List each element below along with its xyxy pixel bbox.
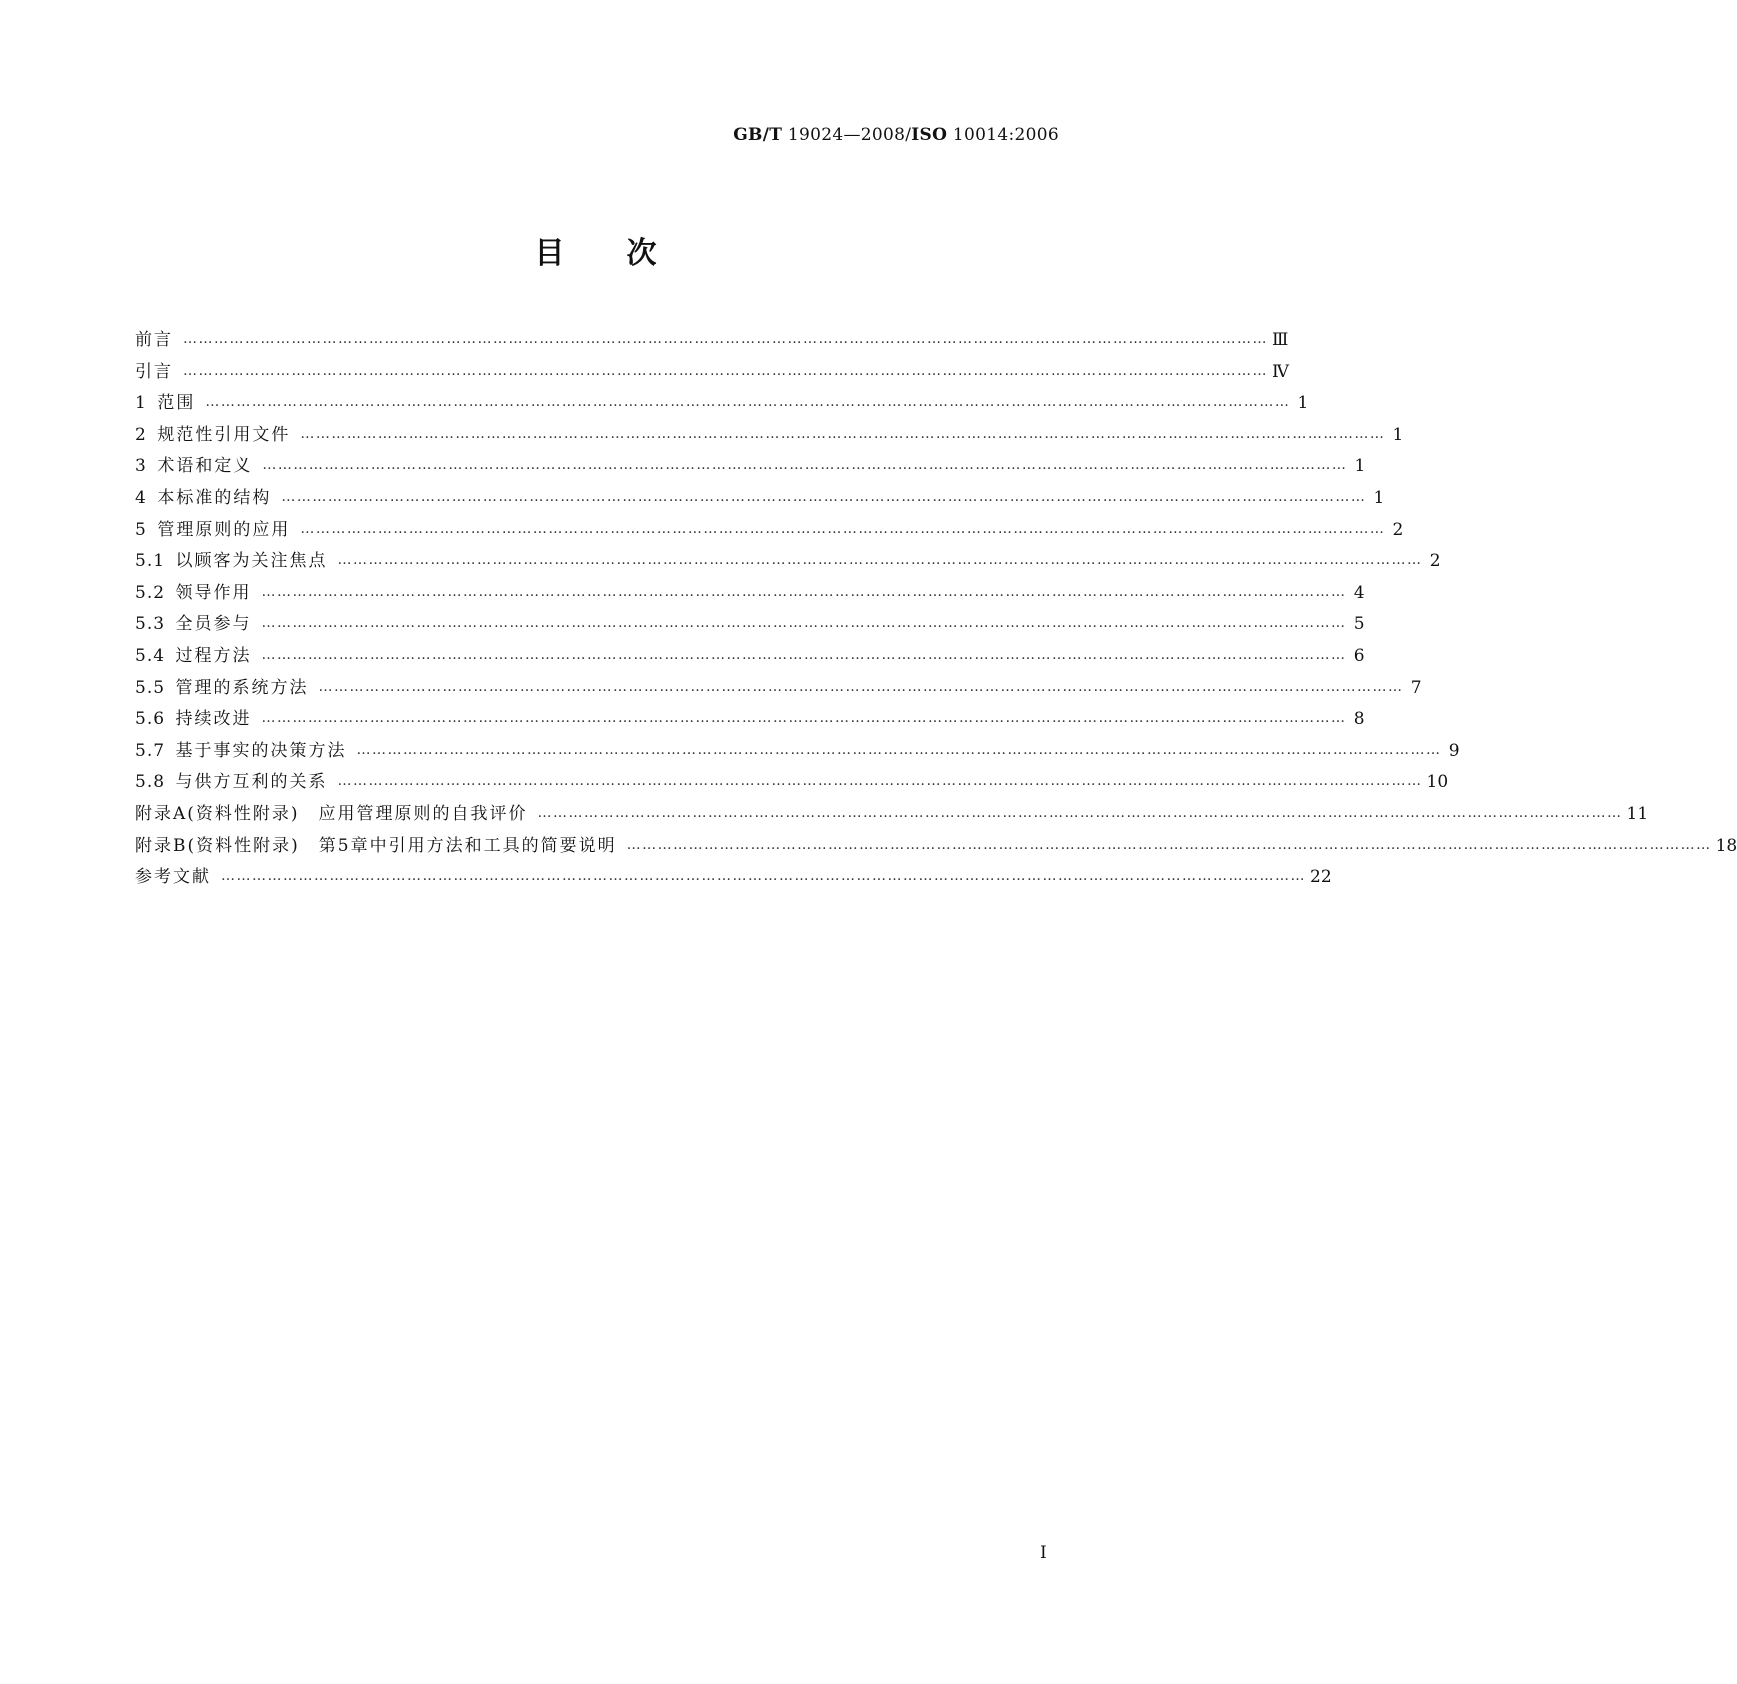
- toc-entry-title: 领导作用: [175, 582, 252, 603]
- toc-entry-label: [135, 388, 195, 413]
- toc-entry[interactable]: [135, 831, 1737, 863]
- toc-entry-number: 3: [135, 456, 147, 477]
- toc-entry-page: 22: [1310, 867, 1332, 888]
- toc-entry-title: 引言: [135, 361, 173, 382]
- toc-entry[interactable]: [135, 673, 1422, 705]
- toc-dot-leader: …………………………………………………………………………………………………………………………………………………………………………………………: [356, 741, 1442, 758]
- toc-entry-title: 持续改进: [175, 709, 252, 730]
- gb-code: GB/T: [733, 125, 783, 145]
- toc-entry-page: 9: [1448, 740, 1460, 761]
- toc-entry-label: [135, 673, 309, 698]
- toc-entry-label: [135, 831, 617, 856]
- toc-entry-page: 7: [1410, 677, 1422, 698]
- toc-entry-page: 4: [1353, 582, 1365, 603]
- toc-entry-page: 1: [1373, 487, 1385, 508]
- toc-entry-number: 5.1: [135, 551, 166, 572]
- toc-dot-leader: …………………………………………………………………………………………………………………………………………………………………………………………: [337, 552, 1423, 569]
- toc-entry-number: 5.3: [135, 614, 166, 635]
- toc-entry-number: 5.7: [135, 740, 166, 761]
- toc-entry-label: [135, 357, 173, 382]
- toc-entry-title: 附录A(资料性附录) 应用管理原则的自我评价: [135, 803, 528, 824]
- toc-entry-label: [135, 799, 528, 824]
- toc-entry[interactable]: [135, 578, 1365, 610]
- toc-entry-number: 4: [135, 487, 147, 508]
- toc-dot-leader: …………………………………………………………………………………………………………………………………………………………………………………………: [261, 646, 1347, 663]
- toc-entry-title: 前言: [135, 330, 173, 350]
- table-of-contents: [135, 325, 1737, 894]
- toc-entry-page: 18: [1715, 835, 1737, 856]
- toc-entry-title: 过程方法: [175, 645, 252, 666]
- toc-dot-leader: …………………………………………………………………………………………………………………………………………………………………………………………: [337, 773, 1423, 790]
- toc-entry-page: 6: [1353, 645, 1365, 666]
- toc-entry-page: 2: [1392, 519, 1404, 540]
- iso-number: 10014:2006: [952, 125, 1059, 145]
- toc-entry-title: 附录B(资料性附录) 第5章中引用方法和工具的简要说明: [135, 835, 617, 856]
- toc-entry-number: 5: [135, 519, 147, 540]
- toc-entry-label: [135, 704, 252, 729]
- toc-entry[interactable]: [135, 609, 1365, 641]
- toc-entry-page: Ⅲ: [1272, 330, 1289, 350]
- toc-dot-leader: …………………………………………………………………………………………………………………………………………………………………………………………: [318, 678, 1404, 695]
- toc-entry-number: 1: [135, 393, 147, 414]
- toc-dot-leader: …………………………………………………………………………………………………………………………………………………………………………………………: [261, 710, 1347, 727]
- toc-entry-label: [135, 325, 173, 350]
- toc-entry-label: [135, 515, 290, 540]
- toc-entry[interactable]: [135, 388, 1309, 420]
- toc-entry-label: [135, 451, 252, 476]
- toc-entry-page: 2: [1429, 551, 1441, 572]
- toc-dot-leader: …………………………………………………………………………………………………………………………………………………………………………………………: [262, 457, 1348, 474]
- toc-dot-leader: …………………………………………………………………………………………………………………………………………………………………………………………: [183, 362, 1268, 379]
- toc-entry[interactable]: [135, 483, 1385, 515]
- toc-entry-title: 术语和定义: [157, 456, 253, 477]
- toc-entry[interactable]: [135, 799, 1649, 831]
- toc-entry-number: 5.5: [135, 677, 166, 698]
- toc-entry[interactable]: [135, 451, 1366, 483]
- toc-entry-number: 5.6: [135, 709, 166, 730]
- page-title: 目次: [534, 236, 719, 271]
- toc-entry[interactable]: [135, 420, 1404, 452]
- toc-dot-leader: …………………………………………………………………………………………………………………………………………………………………………………………: [183, 331, 1268, 347]
- toc-entry-title: 以顾客为关注焦点: [175, 551, 328, 572]
- toc-entry[interactable]: [135, 704, 1365, 736]
- toc-entry-page: 1: [1392, 424, 1404, 445]
- toc-entry-title: 基于事实的决策方法: [175, 740, 347, 761]
- toc-entry-label: [135, 767, 328, 792]
- toc-entry-label: [135, 546, 328, 571]
- toc-dot-leader: …………………………………………………………………………………………………………………………………………………………………………………………: [537, 804, 1623, 821]
- standard-number: [733, 125, 1059, 145]
- toc-entry-label: [135, 483, 271, 508]
- toc-entry-page: 1: [1354, 456, 1366, 477]
- toc-entry[interactable]: [135, 641, 1365, 673]
- toc-entry-title: 规范性引用文件: [157, 424, 291, 445]
- toc-entry-label: [135, 736, 347, 761]
- toc-entry-title: 参考文献: [135, 867, 211, 888]
- toc-entry-title: 与供方互利的关系: [175, 772, 328, 793]
- toc-dot-leader: …………………………………………………………………………………………………………………………………………………………………………………………: [261, 615, 1347, 632]
- toc-entry[interactable]: [135, 546, 1441, 578]
- toc-entry[interactable]: [135, 515, 1404, 547]
- toc-dot-leader: …………………………………………………………………………………………………………………………………………………………………………………………: [300, 520, 1386, 537]
- toc-entry-page: 10: [1426, 772, 1449, 793]
- toc-entry-number: 5.8: [135, 772, 166, 793]
- toc-entry-label: [135, 420, 290, 445]
- toc-entry[interactable]: [135, 767, 1449, 799]
- toc-entry-page: 1: [1297, 393, 1309, 414]
- toc-entry[interactable]: [135, 357, 1289, 389]
- gb-number: 19024—2008/: [787, 125, 912, 145]
- toc-entry-label: [135, 578, 252, 603]
- toc-dot-leader: …………………………………………………………………………………………………………………………………………………………………………………………: [300, 425, 1386, 442]
- toc-entry-number: 5.4: [135, 645, 166, 666]
- toc-dot-leader: …………………………………………………………………………………………………………………………………………………………………………………………: [221, 868, 1306, 885]
- toc-entry-title: 本标准的结构: [157, 487, 272, 508]
- iso-code: ISO: [911, 125, 948, 145]
- toc-entry-page: 5: [1353, 614, 1365, 635]
- toc-entry-number: 2: [135, 424, 147, 445]
- toc-entry-page: 8: [1353, 709, 1365, 730]
- toc-entry-title: 管理的系统方法: [175, 677, 309, 698]
- toc-entry-title: 范围: [157, 393, 196, 414]
- toc-entry-label: [135, 641, 252, 666]
- page-number: I: [1040, 1543, 1047, 1563]
- toc-dot-leader: …………………………………………………………………………………………………………………………………………………………………………………………: [261, 583, 1347, 600]
- toc-entry-page: 11: [1626, 803, 1649, 824]
- toc-entry-title: 全员参与: [175, 614, 252, 635]
- toc-entry[interactable]: [135, 736, 1460, 768]
- toc-dot-leader: …………………………………………………………………………………………………………………………………………………………………………………………: [281, 488, 1367, 505]
- toc-entry[interactable]: [135, 325, 1289, 357]
- toc-dot-leader: …………………………………………………………………………………………………………………………………………………………………………………………: [205, 394, 1291, 411]
- toc-entry-page: Ⅳ: [1272, 361, 1289, 382]
- toc-entry-number: 5.2: [135, 582, 166, 603]
- toc-entry-label: [135, 609, 252, 634]
- toc-entry-title: 管理原则的应用: [157, 519, 291, 540]
- toc-entry-label: [135, 862, 211, 887]
- toc-dot-leader: …………………………………………………………………………………………………………………………………………………………………………………………: [626, 836, 1712, 853]
- toc-entry[interactable]: [135, 862, 1332, 894]
